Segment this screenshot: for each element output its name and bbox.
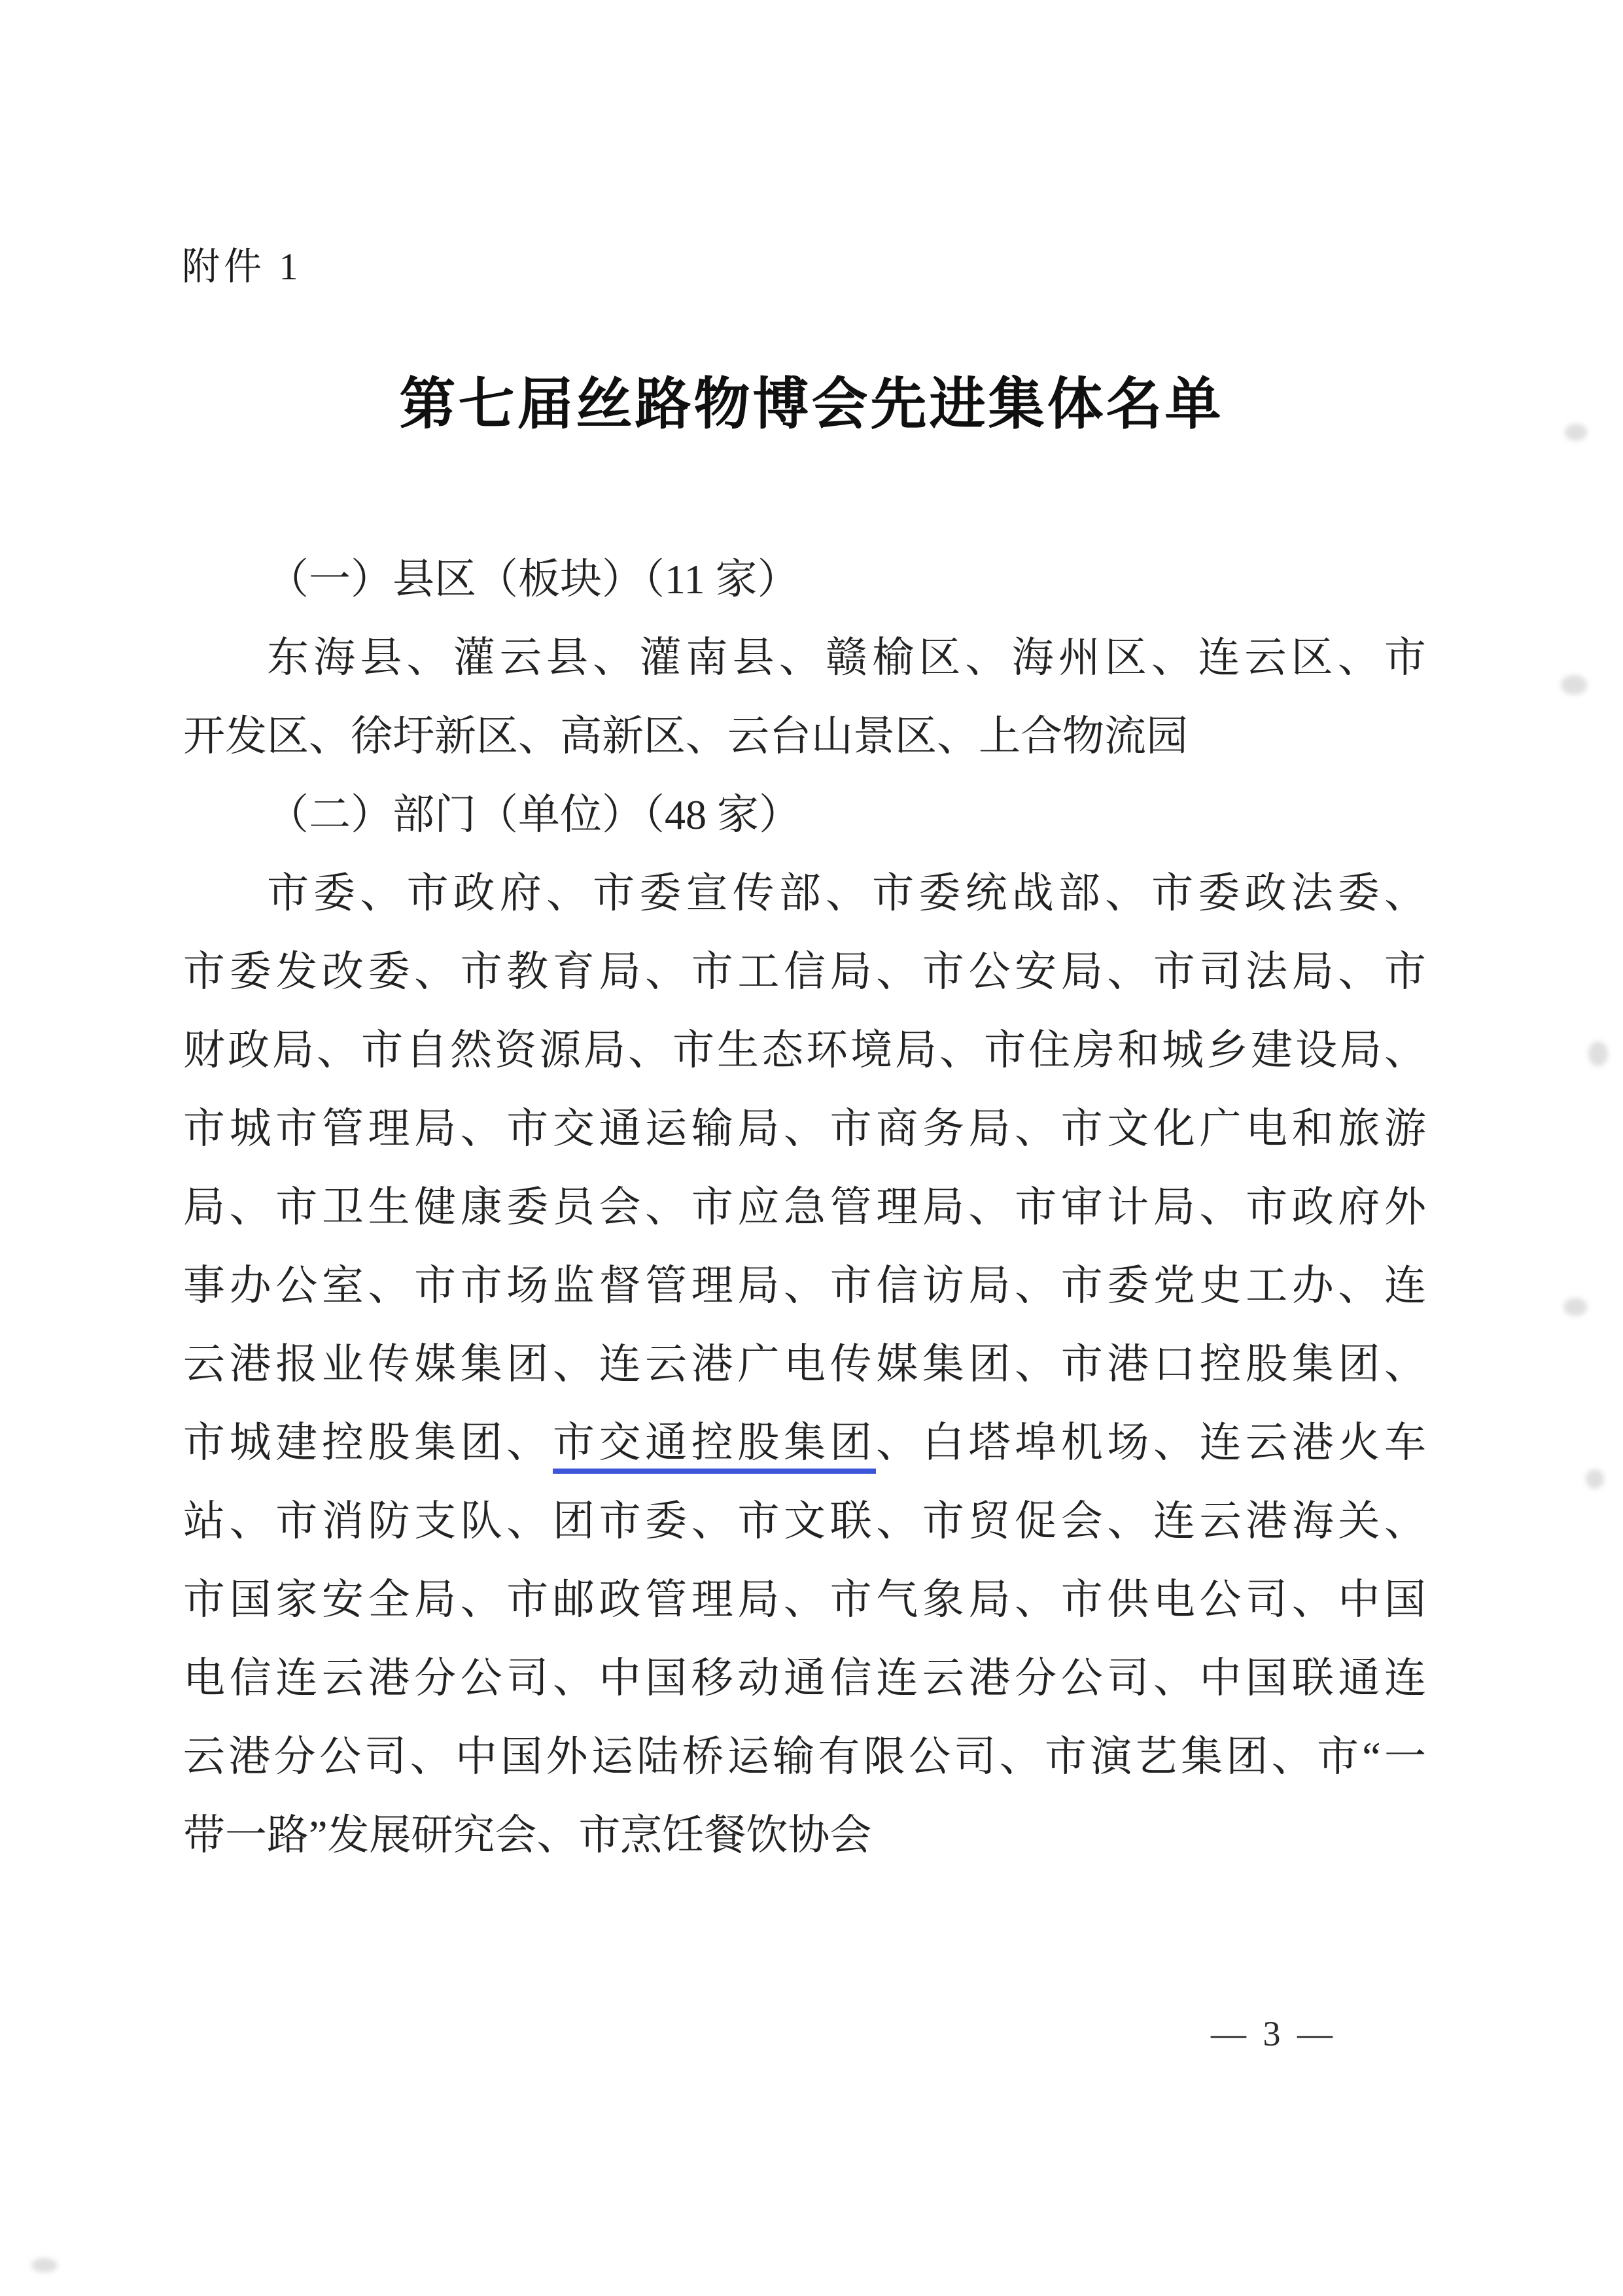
text-segment: 云港分公司、中国外运陆桥运输有限公司、市演艺集团、市“一: [183, 1733, 1426, 1780]
text-segment: 财政局、市自然资源局、市生态环境局、市住房和城乡建设局、: [183, 1027, 1426, 1073]
text-segment: 市委、市政府、市委宣传部、市委统战部、市委政法委、: [267, 870, 1426, 916]
text-segment: 市城市管理局、市交通运输局、市商务局、市文化广电和旅游: [183, 1105, 1426, 1152]
scan-artifact: [1565, 424, 1587, 441]
text-line: [183, 1639, 1426, 1718]
text-line: [183, 933, 1426, 1011]
text-line: [183, 1011, 1426, 1090]
underlined-text: 市交通控股集团: [553, 1419, 876, 1474]
text-line: [183, 1482, 1426, 1561]
text-segment: 带一路”发展研究会、市烹饪餐饮协会: [183, 1812, 872, 1858]
text-line: [183, 854, 1426, 933]
text-segment: 站、市消防支队、团市委、市文联、市贸促会、连云港海关、: [183, 1498, 1426, 1544]
text-segment: 、白塔埠机场、连云港火车: [876, 1419, 1427, 1466]
attachment-label: 附件 1: [182, 245, 302, 288]
text-segment: 市委发改委、市教育局、市工信局、市公安局、市司法局、市: [183, 948, 1426, 995]
section-heading-2: （二）部门（单位）（48 家）: [267, 791, 801, 838]
text-line: [183, 1404, 1426, 1482]
text-line: [183, 1796, 1426, 1875]
text-segment: 市城建控股集团、: [183, 1419, 553, 1466]
document-body: [183, 540, 1426, 1875]
text-line: [183, 1247, 1426, 1325]
text-segment: 电信连云港分公司、中国移动通信连云港分公司、中国联通连: [183, 1655, 1426, 1701]
text-segment: 局、市卫生健康委员会、市应急管理局、市审计局、市政府外: [183, 1184, 1426, 1230]
text-line: [183, 1090, 1426, 1168]
page-number: — 3 —: [1211, 2014, 1336, 2053]
section-heading-1: （一）县区（板块）（11 家）: [267, 556, 799, 602]
scan-artifact: [1588, 1041, 1608, 1066]
text-segment: 事办公室、市市场监督管理局、市信访局、市委党史工办、连: [183, 1262, 1426, 1309]
scan-artifact: [31, 2258, 58, 2272]
text-segment: 东海县、灌云县、灌南县、赣榆区、海州区、连云区、市: [267, 635, 1426, 681]
text-line: [183, 1561, 1426, 1639]
scan-artifact: [1561, 675, 1587, 695]
scan-artifact: [1586, 1469, 1604, 1489]
text-line: [183, 1325, 1426, 1404]
text-segment: 云港报业传媒集团、连云港广电传媒集团、市港口控股集团、: [183, 1341, 1426, 1387]
page-title: 第七届丝路物博会先进集体名单: [399, 373, 1224, 436]
text-line: [183, 619, 1426, 697]
text-line: [183, 697, 1426, 776]
scan-artifact: [1563, 1298, 1587, 1316]
text-segment: 开发区、徐圩新区、高新区、云台山景区、上合物流园: [183, 713, 1188, 759]
text-segment: 市国家安全局、市邮政管理局、市气象局、市供电公司、中国: [183, 1576, 1426, 1623]
text-line: [183, 1168, 1426, 1247]
text-line: [183, 1718, 1426, 1796]
